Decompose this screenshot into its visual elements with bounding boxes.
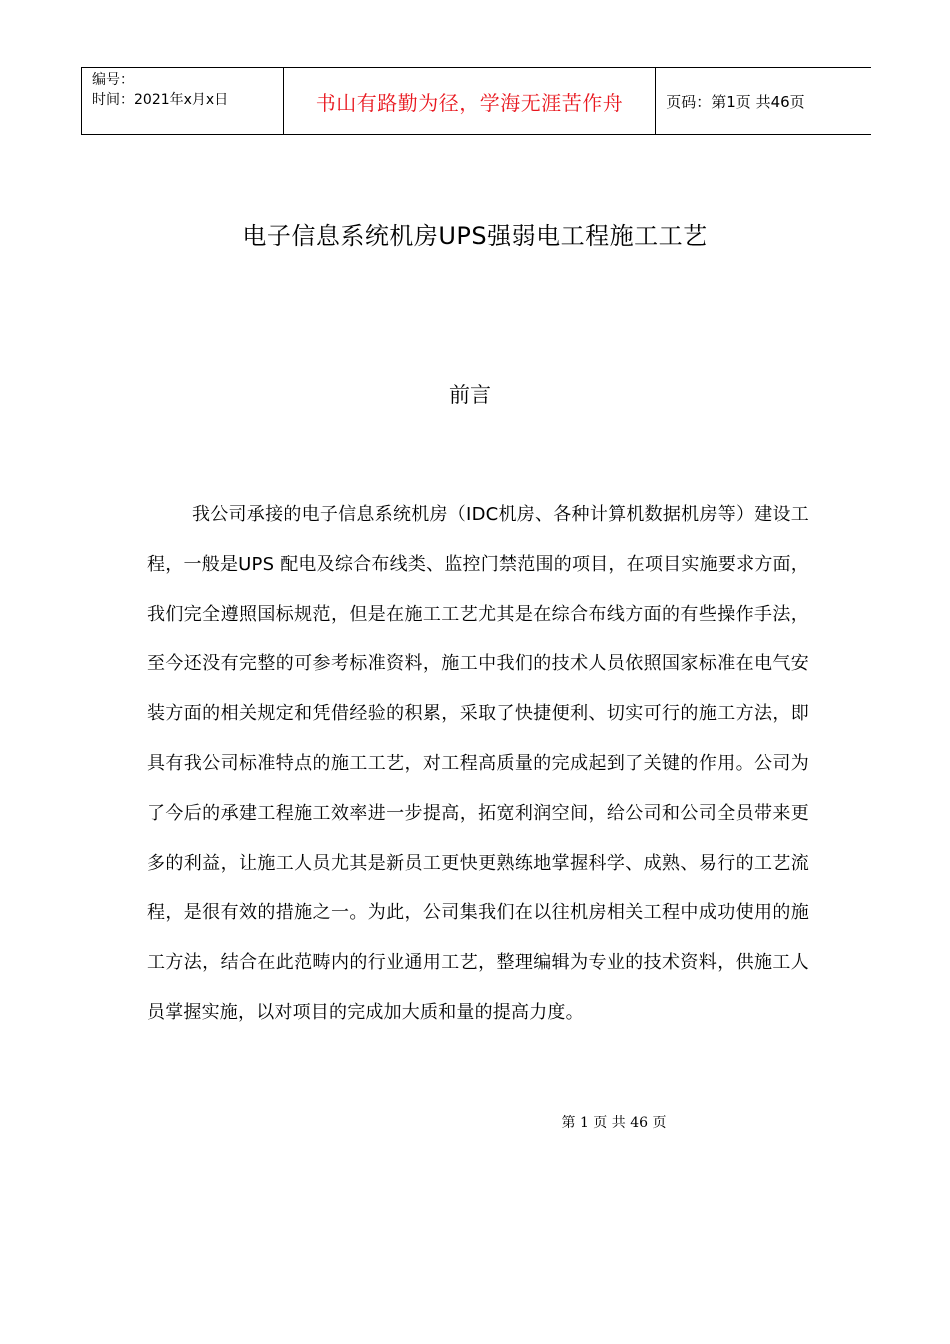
header-meta-cell (82, 68, 284, 134)
page-info-cell (656, 68, 871, 134)
body-paragraph: 我公司承接的电子信息系统机房（IDC机房、各种计算机数据机房等）建设工程，一般是UPS 配电及综合布线类、监控门禁范围的项目，在项目实施要求方面，我们完全遵照国标规范，但是在施工工艺尤其是在综合布线方面的有些操作手法，至今还没有完整的可参考标准资料，施工中我们的技术人员依照国家标准在电气安装方面的相关规定和凭借经验的积累，采取了快捷便利、切实可行的施工方法，即具有我公司标准特点的施工工艺，对工程高质量的完成起到了关键的作用。公司为了今后的承建工程施工效率进一步提高，拓宽利润空间，给公司和公司全员带来更多的利益，让施工人员尤其是新员工更快更熟练地掌握科学、成熟、易行的工艺流程，是很有效的措施之一。为此，公司集我们在以往机房相关工程中成功使用的施工方法，结合在此范畴内的行业通用工艺，整理编辑为专业的技术资料，供施工人员掌握实施，以对项目的完成加大质和量的提高力度。 (147, 504, 809, 1023)
page-footer (0, 1112, 950, 1132)
page-info-text: 页码：第1页 共46页 (666, 92, 805, 111)
serial-number-label: 编号： (92, 72, 134, 88)
header-table (81, 67, 871, 135)
footer-page-number: 第 1 页 共 46 页 (561, 1115, 667, 1131)
document-title: 电子信息系统机房UPS强弱电工程施工工艺 (242, 222, 708, 250)
section-title: 前言 (449, 383, 491, 407)
motto-cell (284, 68, 657, 134)
date-text: 时间：2021年x月x日 (92, 92, 229, 108)
motto-text: 书山有路勤为径，学海无涯苦作舟 (315, 90, 624, 115)
